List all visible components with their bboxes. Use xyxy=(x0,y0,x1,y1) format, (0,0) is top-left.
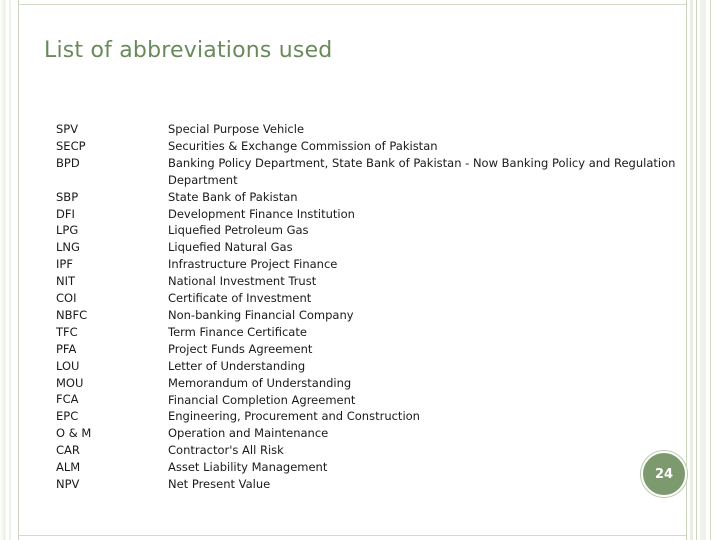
abbreviation-term: O & M xyxy=(56,426,92,441)
abbreviation-term: SBP xyxy=(56,189,79,204)
abbreviation-term: EPC xyxy=(56,409,79,424)
abbreviation-definition: Term Finance Certificate xyxy=(168,324,307,339)
abbreviation-term: NPV xyxy=(56,477,80,492)
abbreviation-term: TFC xyxy=(56,324,78,339)
abbreviation-definition: Engineering, Procurement and Construction xyxy=(168,409,420,424)
abbreviation-term: LPG xyxy=(56,223,79,238)
abbreviation-definition: Financial Completion Agreement xyxy=(168,392,356,407)
page-number-badge: 24 xyxy=(641,451,687,497)
abbreviation-term: MOU xyxy=(56,375,84,390)
abbreviation-definition: State Bank of Pakistan xyxy=(168,189,298,204)
abbreviation-term: NBFC xyxy=(56,307,88,322)
abbreviation-definition: Operation and Maintenance xyxy=(168,426,329,441)
abbreviation-definition: National Investment Trust xyxy=(168,274,317,289)
abbreviation-term: NIT xyxy=(56,274,76,289)
abbreviation-definition: Certificate of Investment xyxy=(168,291,312,306)
abbreviation-definition: Letter of Understanding xyxy=(168,358,306,373)
abbreviation-term: LOU xyxy=(56,358,80,373)
abbreviation-term: IPF xyxy=(56,257,73,272)
abbreviation-term: ALM xyxy=(56,460,81,475)
abbreviation-definition: Asset Liability Management xyxy=(168,460,328,475)
abbreviation-column xyxy=(56,121,156,493)
abbreviation-term: PFA xyxy=(56,341,77,356)
slide-frame-left xyxy=(0,0,18,540)
abbreviation-definition: Non-banking Financial Company xyxy=(168,307,354,322)
abbreviation-term: DFI xyxy=(56,206,75,221)
abbreviation-definition: Contractor's All Risk xyxy=(168,443,284,458)
definition-column xyxy=(168,121,688,493)
abbreviation-term xyxy=(56,172,156,189)
abbreviation-definition: Liquefied Petroleum Gas xyxy=(168,223,309,238)
abbreviation-definition: Infrastructure Project Finance xyxy=(168,257,338,272)
abbreviation-definition: Memorandum of Understanding xyxy=(168,375,352,390)
abbreviation-term: SECP xyxy=(56,138,86,153)
abbreviation-definition: Liquefied Natural Gas xyxy=(168,240,293,255)
abbreviation-definition: Special Purpose Vehicle xyxy=(168,122,305,136)
slide-title: List of abbreviations used xyxy=(44,38,333,63)
abbreviation-definition: Project Funds Agreement xyxy=(168,341,313,356)
abbreviation-definition: Net Present Value xyxy=(168,477,271,492)
abbreviation-term: SPV xyxy=(56,122,79,136)
abbreviation-definition: Department xyxy=(168,172,238,187)
abbreviation-term: BPD xyxy=(56,155,80,170)
abbreviation-term: CAR xyxy=(56,443,80,458)
slide-frame-left-rule xyxy=(18,0,19,540)
abbreviation-term: COI xyxy=(56,291,77,306)
abbreviation-definition: Development Finance Institution xyxy=(168,206,355,221)
slide-frame-right xyxy=(686,0,720,540)
slide-frame-top xyxy=(18,4,686,5)
abbreviation-definition: Banking Policy Department, State Bank of Pakistan - Now Banking Policy and Regulation xyxy=(168,155,676,170)
slide-frame-bottom xyxy=(18,535,686,536)
abbreviation-definition: Securities & Exchange Commission of Pakistan xyxy=(168,138,438,153)
abbreviation-term: FCA xyxy=(56,392,79,407)
abbreviation-term: LNG xyxy=(56,240,80,255)
